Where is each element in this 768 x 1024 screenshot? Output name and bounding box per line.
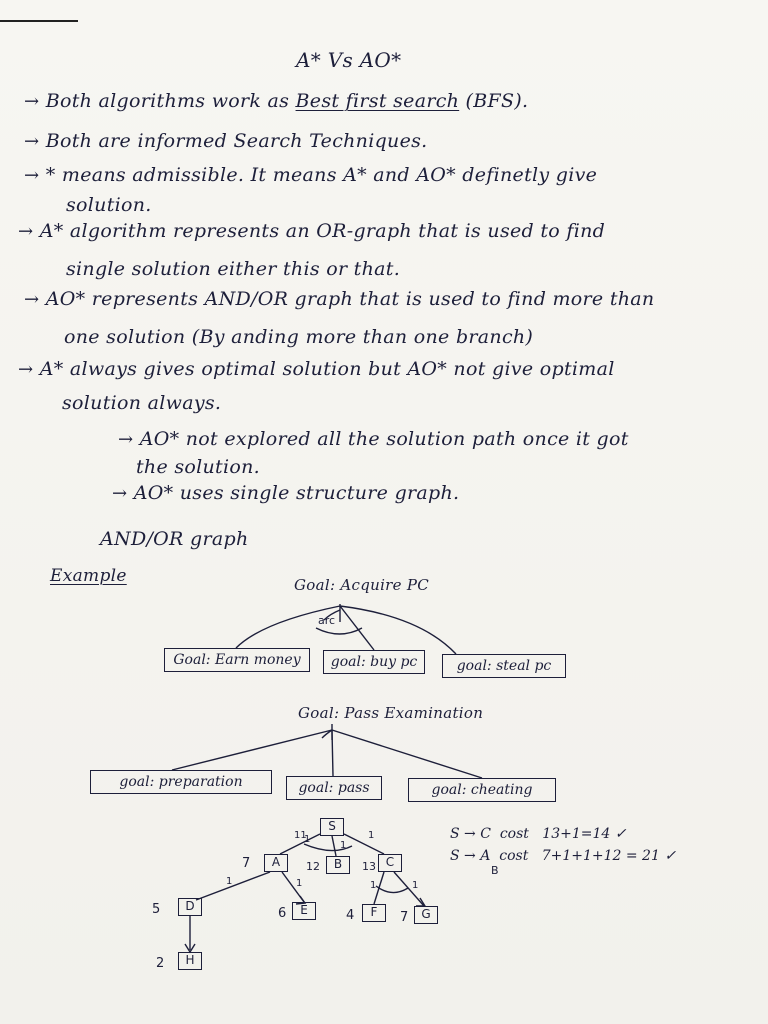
tree2-child-preparation: goal: preparation bbox=[90, 770, 272, 794]
cost-note-2: S → A cost 7+1+1+12 = 21 ✓ bbox=[450, 848, 677, 864]
tree1-child-buy-pc: goal: buy pc bbox=[323, 650, 425, 674]
mark-label: 11 bbox=[294, 830, 307, 841]
bullet-2: → Both are informed Search Techniques. bbox=[24, 130, 428, 152]
sub-bullet-2: → AO* uses single structure graph. bbox=[112, 482, 460, 504]
edge-cost-sa: 1 bbox=[304, 834, 311, 845]
heuristic-g: 7 bbox=[400, 910, 409, 925]
tree2-child-cheating: goal: cheating bbox=[408, 778, 556, 802]
page-title: A* Vs AO* bbox=[296, 48, 402, 72]
heuristic-c: 13 bbox=[362, 860, 376, 873]
tree2-goal: Goal: Pass Examination bbox=[298, 704, 484, 722]
cost-note-2-sub: B bbox=[491, 864, 499, 877]
edge-cost-ae: 1 bbox=[296, 878, 303, 889]
arrow-icon: → bbox=[118, 429, 134, 450]
bullet-5: → AO* represents AND/OR graph that is used to find more than bbox=[24, 288, 655, 310]
edge-cost-cf: 1 bbox=[370, 880, 377, 891]
sub-bullet-1-cont: the solution. bbox=[136, 456, 260, 478]
arrow-icon: → bbox=[24, 91, 40, 112]
arrow-icon: → bbox=[24, 131, 40, 152]
arrow-icon: → bbox=[18, 221, 34, 242]
edge-cost-sb: 1 bbox=[340, 840, 347, 851]
graph-node-e: E bbox=[292, 902, 316, 920]
sub-bullet-1: → AO* not explored all the solution path once it got bbox=[118, 428, 629, 450]
bullet-6-cont: solution always. bbox=[62, 392, 222, 414]
and-or-heading: AND/OR graph bbox=[100, 528, 249, 550]
tree1-arc-label: arc bbox=[318, 614, 336, 627]
arrow-icon: → bbox=[112, 483, 128, 504]
edge-cost-cg: 1 bbox=[412, 880, 419, 891]
heuristic-e: 6 bbox=[278, 906, 287, 921]
cost-note-1: S → C cost 13+1=14 ✓ bbox=[450, 826, 627, 842]
heuristic-a: 7 bbox=[242, 856, 251, 871]
arrow-icon: → bbox=[18, 359, 34, 380]
heuristic-f: 4 bbox=[346, 908, 355, 923]
bullet-3-cont: solution. bbox=[66, 194, 152, 216]
arrow-icon: → bbox=[24, 165, 40, 186]
graph-node-b: B bbox=[326, 856, 350, 874]
graph-node-s: S bbox=[320, 818, 344, 836]
graph-node-d: D bbox=[178, 898, 202, 916]
bullet-3: → * means admissible. It means A* and AO* definetly give bbox=[24, 164, 598, 186]
bullet-4-cont: single solution either this or that. bbox=[66, 258, 401, 280]
tree2-child-pass: goal: pass bbox=[286, 776, 382, 800]
bfs-underlined: Best first search bbox=[295, 90, 460, 112]
graph-node-c: C bbox=[378, 854, 402, 872]
heuristic-b: 12 bbox=[306, 860, 320, 873]
edge-cost-sc: 1 bbox=[368, 830, 375, 841]
bullet-1: → Both algorithms work as Best first search (BFS). bbox=[24, 90, 529, 112]
graph-node-g: G bbox=[414, 906, 438, 924]
tree1-child-earn-money: Goal: Earn money bbox=[164, 648, 310, 672]
bullet-5-cont: one solution (By anding more than one branch) bbox=[64, 326, 534, 348]
example-label: Example bbox=[50, 566, 127, 586]
heuristic-d: 5 bbox=[152, 902, 161, 917]
bullet-4: → A* algorithm represents an OR-graph that is used to find bbox=[18, 220, 606, 242]
graph-node-a: A bbox=[264, 854, 288, 872]
tree1-child-steal-pc: goal: steal pc bbox=[442, 654, 566, 678]
bullet-6: → A* always gives optimal solution but AO* not give optimal bbox=[18, 358, 615, 380]
arrow-icon: → bbox=[24, 289, 40, 310]
tree1-goal: Goal: Acquire PC bbox=[294, 576, 430, 594]
graph-node-h: H bbox=[178, 952, 202, 970]
heuristic-h: 2 bbox=[156, 956, 165, 971]
edge-cost-ad: 1 bbox=[226, 876, 233, 887]
graph-node-f: F bbox=[362, 904, 386, 922]
